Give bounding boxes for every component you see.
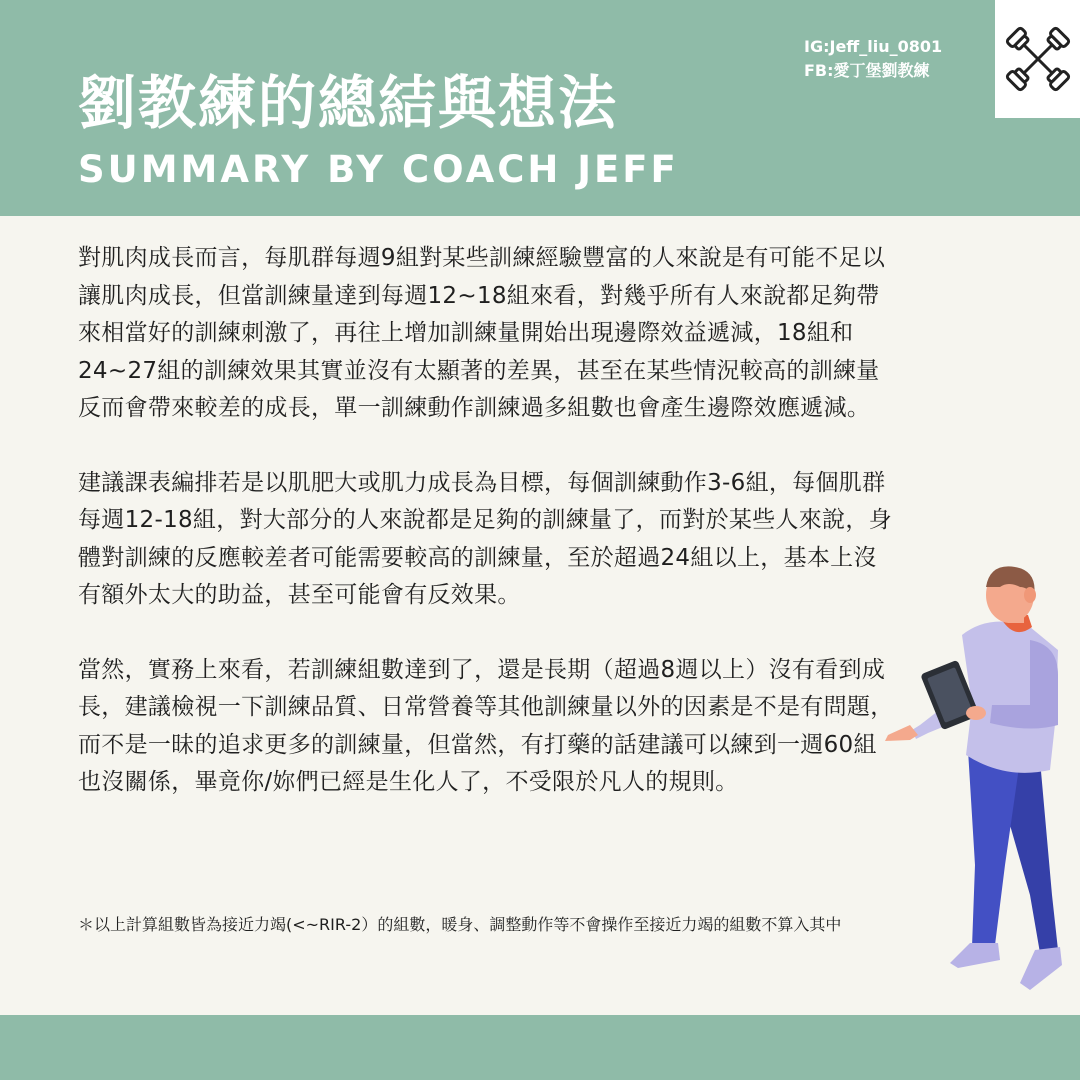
footnote: ＊以上計算組數皆為接近力竭(<~RIR-2）的組數，暖身、調整動作等不會操作至接近力竭的組數不算入其中 bbox=[78, 915, 842, 934]
social-handles bbox=[804, 35, 942, 83]
summary-body bbox=[78, 240, 898, 802]
footer-bar bbox=[0, 1015, 1080, 1080]
page-subtitle: SUMMARY BY COACH JEFF bbox=[78, 148, 679, 191]
header-banner bbox=[0, 0, 1080, 216]
paragraph-program-advice: 建議課表編排若是以肌肥大或肌力成長為目標，每個訓練動作3-6組，每個肌群每週12-18組，對大部分的人來說都是足夠的訓練量了，而對於某些人來說，身體對訓練的反應較差者可能需要較高的訓練量，至於超過24組以上，基本上沒有額外太大的助益，甚至可能會有反效果。 bbox=[78, 469, 892, 608]
coach-with-tablet-illustration bbox=[880, 565, 1070, 995]
instagram-handle: IG:Jeff_liu_0801 bbox=[804, 37, 943, 56]
paragraph-training-volume: 對肌肉成長而言，每肌群每週9組對某些訓練經驗豐富的人來說是有可能不足以讓肌肉成長，但當訓練量達到每週12~18組來看，對幾乎所有人來說都足夠帶來相當好的訓練刺激了，再往上增加訓練量開始出現邊際效益遞減，18組和24~27組的訓練效果其實並沒有太顯著的差異，甚至在某些情況較高的訓練量反而會帶來較差的成長，單一訓練動作訓練過多組數也會產生邊際效應遞減。 bbox=[78, 245, 886, 421]
logo bbox=[995, 0, 1080, 118]
facebook-handle: FB:愛丁堡劉教練 bbox=[804, 61, 930, 80]
crossed-dumbbells-icon bbox=[1001, 22, 1075, 96]
page-title: 劉教練的總結與想法 bbox=[78, 69, 619, 137]
paragraph-practical-notes: 當然，實務上來看，若訓練組數達到了，還是長期（超過8週以上）沒有看到成長，建議檢視一下訓練品質、日常營養等其他訓練量以外的因素是不是有問題，而不是一昧的追求更多的訓練量，但當然，有打藥的話建議可以練到一週60組也沒關係，畢竟你/妳們已經是生化人了，不受限於凡人的規則。 bbox=[78, 656, 894, 795]
